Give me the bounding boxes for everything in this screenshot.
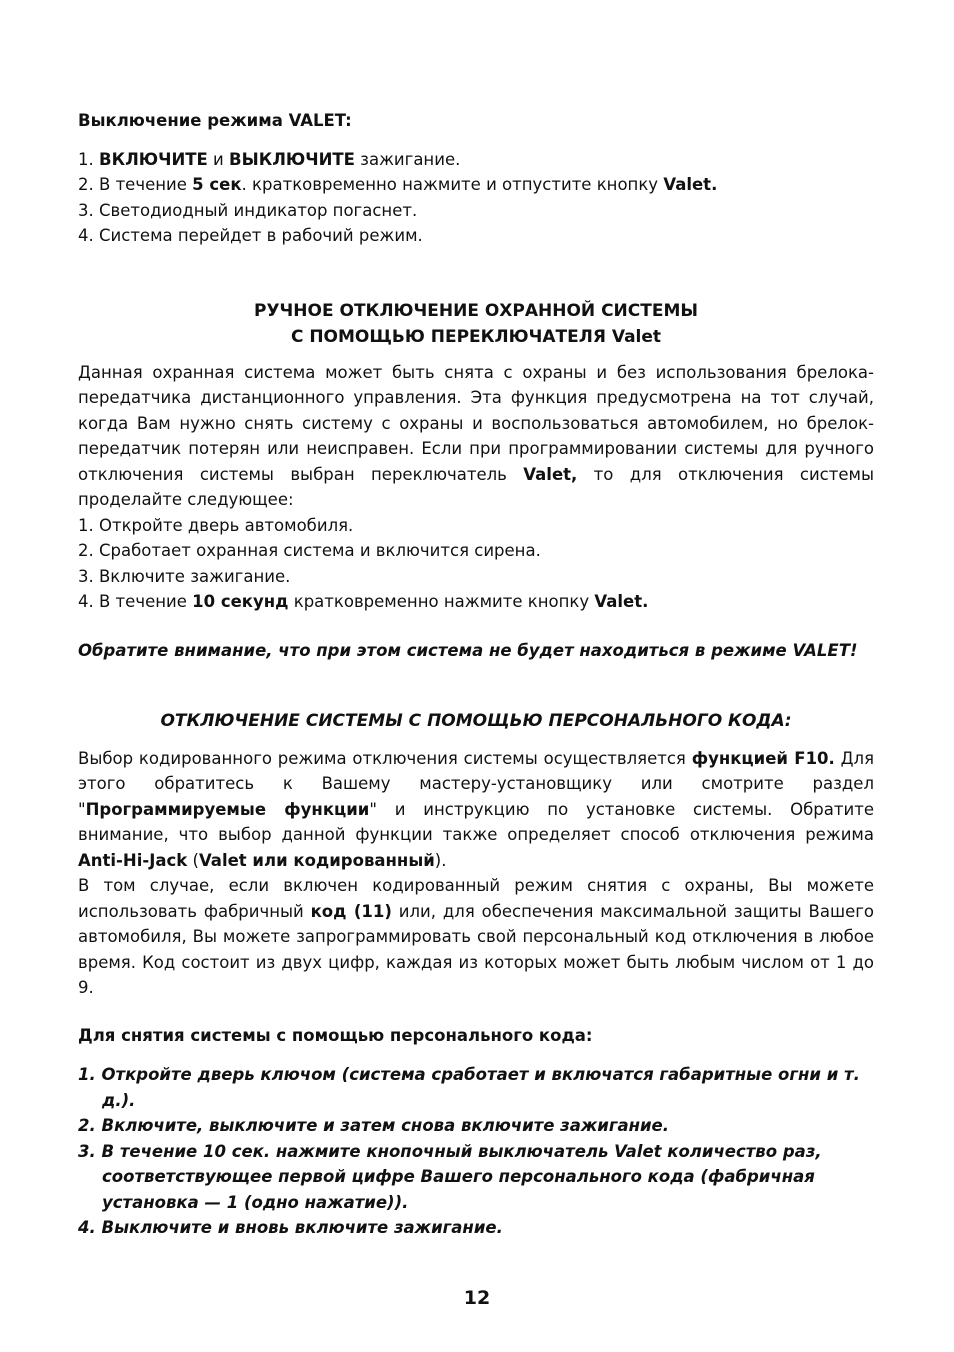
list-item: 3. Включите зажигание.: [78, 566, 291, 586]
valet-off-steps: [78, 147, 874, 249]
list-item: 4. Выключите и вновь включите зажигание.: [78, 1218, 503, 1237]
list-item: 1. Откройте дверь автомобиля.: [78, 515, 354, 535]
list-item: 1. Откройте дверь ключом (система сработает и включатся габаритные огни и т. д.).: [78, 1065, 860, 1110]
code-sub-heading: Для снятия системы с помощью персонального кода:: [78, 1025, 593, 1045]
list-item: 2. В течение 5 сек. кратковременно нажмите и отпустите кнопку Valet.: [78, 175, 718, 194]
manual-section-title: РУЧНОЕ ОТКЛЮЧЕНИЕ ОХРАННОЙ СИСТЕМЫ С ПОМОЩЬЮ ПЕРЕКЛЮЧАТЕЛЯ Valet: [253, 300, 699, 347]
list-item: 1. ВКЛЮЧИТЕ и ВЫКЛЮЧИТЕ зажигание.: [78, 149, 461, 169]
code-steps: [78, 1062, 874, 1241]
manual-steps: [78, 513, 874, 615]
list-item: 4. В течение 10 секунд кратковременно нажмите кнопку Valet.: [78, 592, 649, 611]
code-paragraph-2: В том случае, если включен кодированный режим снятия с охраны, Вы можете использовать фабричный код (11) или, для обеспечения максимальной защиты Вашего автомобиля, Вы можете запрограммировать свой персональный код отключения в любое время. Код состоит из двух цифр, каждая из которых может быть любым числом от 1 до 9.: [78, 876, 874, 997]
manual-note: Обратите внимание, что при этом система не будет находиться в режиме VALET!: [78, 640, 858, 660]
valet-off-heading: Выключение режима VALET:: [78, 111, 352, 130]
page-body: [78, 108, 874, 1241]
list-item: 2. Сработает охранная система и включится сирена.: [78, 541, 541, 560]
code-section-title: ОТКЛЮЧЕНИЕ СИСТЕМЫ С ПОМОЩЬЮ ПЕРСОНАЛЬНОГО КОДА:: [160, 711, 792, 731]
list-item: 4. Система перейдет в рабочий режим.: [78, 226, 423, 245]
manual-paragraph: Данная охранная система может быть снята с охраны и без использования брелока-передатчика дистанционного управления. Эта функция предусмотрена на тот случай, когда Вам нужно снять систему с охраны и воспользоваться автомобилем, но брелок-передатчик потерян или неисправен. Если при программировании системы для ручного отключения системы выбран переключатель Valet, то для отключения системы проделайте следующее:: [78, 362, 874, 509]
list-item: 2. Включите, выключите и затем снова включите зажигание.: [78, 1116, 670, 1135]
list-item: 3. В течение 10 сек. нажмите кнопочный выключатель Valet количество раз, соответствующее первой цифре Вашего персонального кода (фабричная установка — 1 (одно нажатие)).: [78, 1141, 822, 1212]
code-paragraph-1: Выбор кодированного режима отключения системы осуществляется функцией F10. Для этого обратитесь к Вашему мастеру-установщику или смотрите раздел "Программируемые функции" и инструкцию по установке системы. Обратите внимание, что выбор данной функции также определяет способ отключения режима Anti-Hi-Jack (Valet или кодированный).: [78, 748, 875, 870]
list-item: 3. Светодиодный индикатор погаснет.: [78, 200, 418, 220]
page-number: 12: [463, 1287, 491, 1309]
